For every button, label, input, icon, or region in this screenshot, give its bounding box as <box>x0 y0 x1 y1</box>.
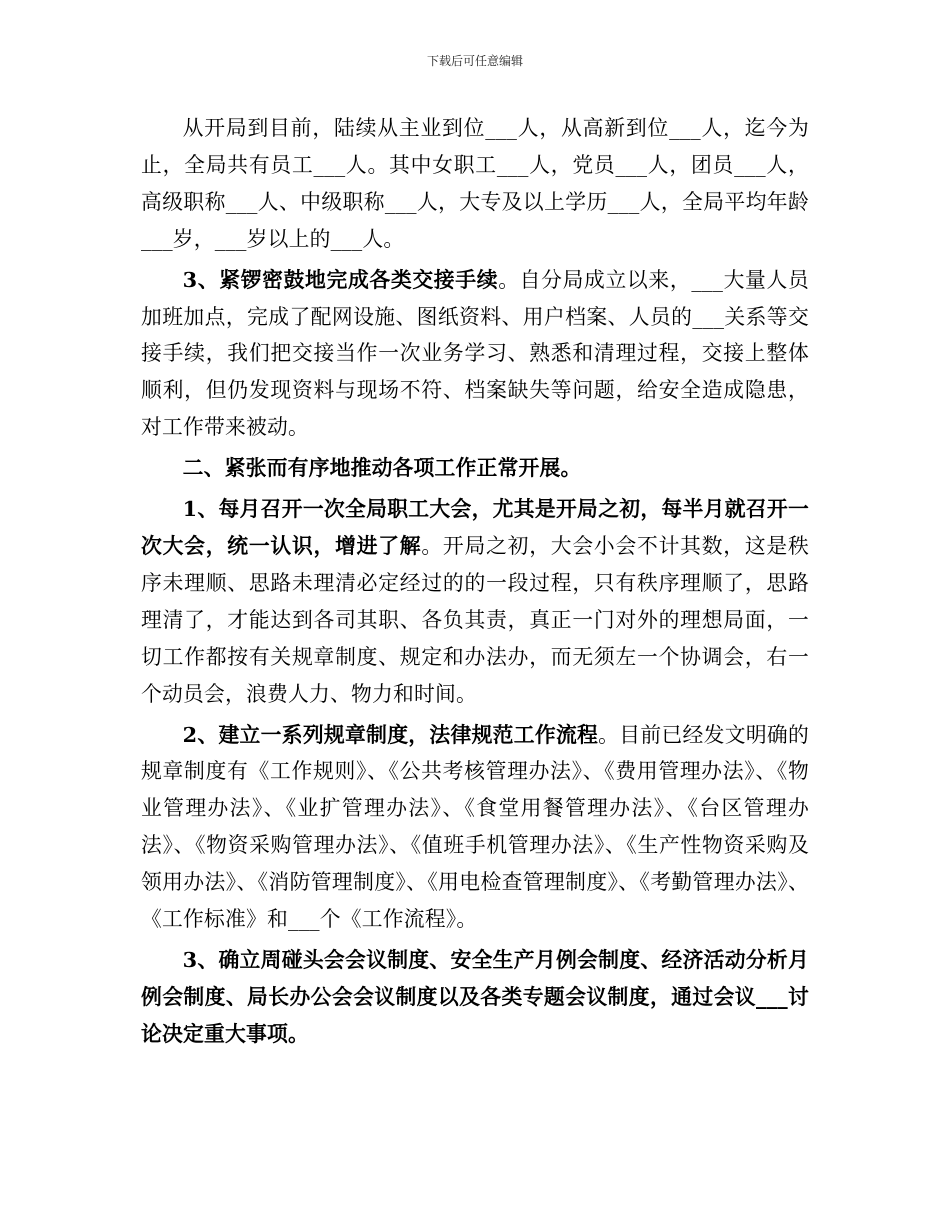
paragraph-meeting-system <box>141 942 809 1053</box>
page-header: 下载后可任意编辑 <box>426 54 523 68</box>
paragraph-text: 从开局到目前，陆续从主业到位___人，从高新到位___人，迄今为止，全局共有员工___人。其中女职工___人，党员___人，团员___人，高级职称___人、中级职称___人，大专及以上学历___人，全局平均年龄___岁，___岁以上的___人。 <box>141 116 809 251</box>
paragraph-staff-meetings <box>141 491 809 712</box>
paragraph-handover <box>141 262 809 447</box>
paragraph-lead: 1、每月召开一次全局职工大会，尤其是开局之初，每半月就召开一次大会，统一认识，增进了解 <box>141 496 809 558</box>
section-heading <box>141 450 809 487</box>
paragraph-lead: 二、紧张而有序地推动各项工作正常开展。 <box>182 455 582 481</box>
document-body <box>141 110 809 1053</box>
paragraph-lead: 3、确立周碰头会会议制度、安全生产月例会制度、经济活动分析月例会制度、局长办公会会议制度以及各类专题会议制度，通过会议___讨论决定重大事项。 <box>141 946 809 1046</box>
paragraph-text: 。自分局成立以来，___大量人员加班加点，完成了配网设施、图纸资料、用户档案、人员的___关系等交接手续，我们把交接当作一次业务学习、熟悉和清理过程，交接上整体顺利，但仍发现资料与现场不符、档案缺失等问题，给安全造成隐患，对工作带来被动。 <box>141 267 809 440</box>
paragraph-lead: 2、建立一系列规章制度，法律规范工作流程 <box>182 721 599 747</box>
paragraph-regulations <box>141 717 809 938</box>
paragraph-lead: 3、紧锣密鼓地完成各类交接手续 <box>182 266 499 292</box>
paragraph-text: 。开局之初，大会小会不计其数，这是秩序未理顺、思路未理清必定经过的的一段过程，只有秩序理顺了，思路理清了，才能达到各司其职、各负其责，真正一门对外的理想局面，一切工作都按有关规章制度、规定和办法办，而无须左一个协调会，右一个动员会，浪费人力、物力和时间。 <box>141 533 809 706</box>
paragraph-text: 。目前已经发文明确的规章制度有《工作规则》、《公共考核管理办法》、《费用管理办法》、《物业管理办法》、《业扩管理办法》、《食堂用餐管理办法》、《台区管理办法》、《物资采购管理办法》、《值班手机管理办法》、《生产性物资采购及领用办法》、《消防管理制度》、《用电检查管理制度》、《考勤管理办法》、《工作标准》和___个《工作流程》。 <box>141 722 810 932</box>
paragraph-staff-stats <box>141 110 809 258</box>
